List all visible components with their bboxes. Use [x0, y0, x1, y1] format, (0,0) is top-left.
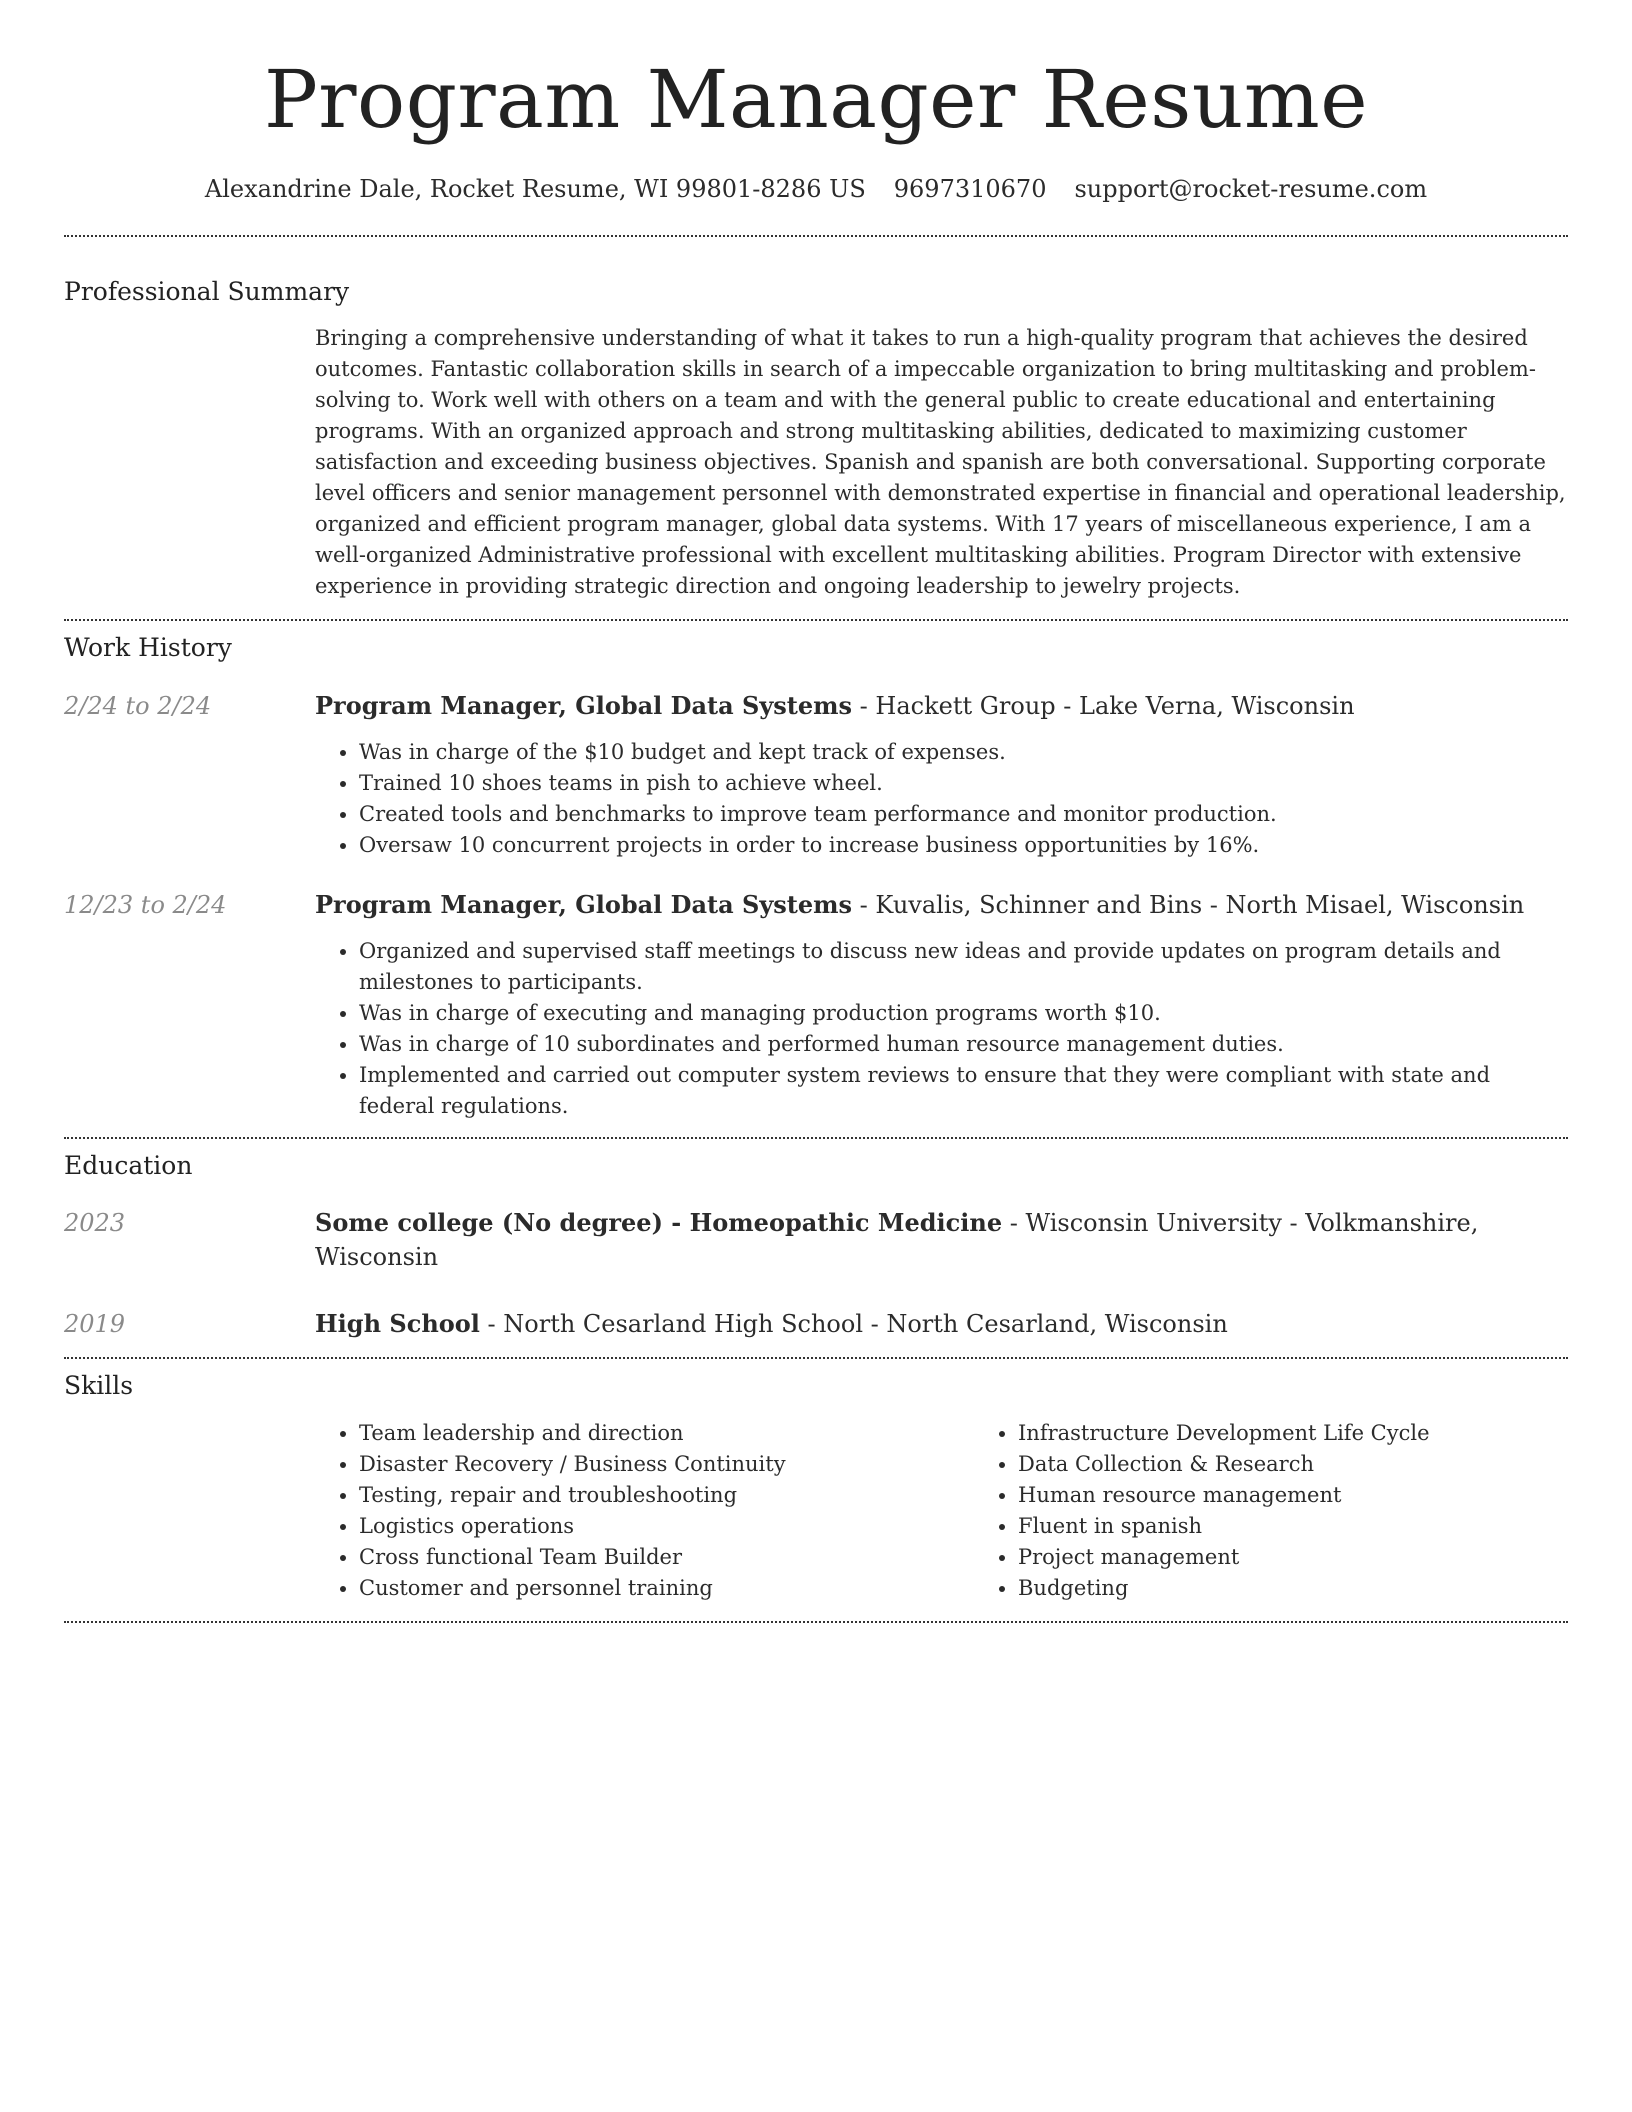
skills-row [64, 1418, 1568, 1604]
job-dates: 2/24 to 2/24 [64, 692, 212, 720]
education-heading: Education [64, 1151, 193, 1180]
skill-item: • Testing, repair and troubleshooting [359, 1480, 974, 1511]
resume-page [64, 0, 1568, 1623]
contact-line [64, 172, 1568, 206]
skill-item: • Budgeting [1018, 1573, 1632, 1604]
job-title: Program Manager, Global Data Systems [315, 890, 853, 919]
job-header-row [64, 888, 1568, 922]
job-bullet: • Created tools and benchmarks to improve team performance and monitor production. [359, 799, 1568, 830]
job-company-location: - Hackett Group - Lake Verna, Wisconsin [852, 692, 1355, 720]
job-header-row [64, 689, 1568, 723]
job-company-location: - Kuvalis, Schinner and Bins - North Misael, Wisconsin [852, 891, 1525, 919]
education-heading-line [315, 1206, 1568, 1274]
work-history-section [64, 631, 1568, 1122]
divider [64, 1621, 1568, 1623]
education-entry [64, 1307, 1568, 1341]
education-section [64, 1149, 1568, 1341]
education-school: - North Cesarland High School - North Cesarland, Wisconsin [479, 1310, 1228, 1338]
skills-section [64, 1369, 1568, 1604]
skill-item: • Data Collection & Research [1018, 1449, 1632, 1480]
skill-item: • Logistics operations [359, 1511, 974, 1542]
summary-row [64, 323, 1568, 602]
skills-list-left [315, 1418, 974, 1604]
summary-heading: Professional Summary [64, 277, 350, 306]
skill-item: • Human resource management [1018, 1480, 1632, 1511]
skill-item: • Fluent in spanish [1018, 1511, 1632, 1542]
education-entry [64, 1206, 1568, 1274]
summary-section [64, 275, 1568, 602]
job-bullets-row [64, 936, 1568, 1122]
job-title: Program Manager, Global Data Systems [315, 691, 853, 720]
divider [64, 1137, 1568, 1139]
job-bullet: • Was in charge of 10 subordinates and performed human resource management duties. [359, 1029, 1568, 1060]
divider [64, 235, 1568, 237]
education-heading-line [315, 1307, 1568, 1341]
job-bullet-list [315, 936, 1568, 1122]
job-heading [315, 888, 1568, 922]
skills-heading: Skills [64, 1371, 134, 1400]
skill-item: • Team leadership and direction [359, 1418, 974, 1449]
skill-item: • Disaster Recovery / Business Continuity [359, 1449, 974, 1480]
education-year: 2023 [64, 1209, 126, 1237]
job-bullets-row [64, 737, 1568, 861]
divider [64, 1357, 1568, 1359]
education-degree: Some college (No degree) - Homeopathic Medicine [315, 1208, 1003, 1237]
skill-item: • Cross functional Team Builder [359, 1542, 974, 1573]
education-degree: High School [315, 1309, 480, 1338]
skill-item: • Infrastructure Development Life Cycle [1018, 1418, 1632, 1449]
job-dates: 12/23 to 2/24 [64, 891, 227, 919]
resume-title: Program Manager Resume [263, 53, 1369, 146]
education-school: - Wisconsin University - Volkmanshire, Wisconsin [315, 1209, 1479, 1271]
contact-address: Alexandrine Dale, Rocket Resume, WI 99801-8286 US [204, 175, 866, 203]
job-bullet: • Was in charge of executing and managing production programs worth $10. [359, 998, 1568, 1029]
contact-phone: 9697310670 [893, 175, 1047, 203]
skill-item: • Project management [1018, 1542, 1632, 1573]
job-bullet: • Was in charge of the $10 budget and kept track of expenses. [359, 737, 1568, 768]
summary-text: Bringing a comprehensive understanding of what it takes to run a high-quality program that achieves the desired outcomes. Fantastic collaboration skills in search of a impeccable organization to bring multitasking and problem-solving to. Work well with others on a team and with the general public to create educational and entertaining programs. With an organized approach and strong multitasking abilities, dedicated to maximizing customer satisfaction and exceeding business objectives. Spanish and spanish are both conversational. Supporting corporate level officers and senior management personnel with demonstrated expertise in financial and operational leadership, organized and efficient program manager, global data systems. With 17 years of miscellaneous experience, I am a well-organized Administrative professional with excellent multitasking abilities. Program Director with extensive experience in providing strategic direction and ongoing leadership to jewelry projects. [315, 326, 1566, 598]
job-heading [315, 689, 1568, 723]
work-history-heading: Work History [64, 633, 232, 662]
education-year: 2019 [64, 1310, 126, 1338]
skills-columns [315, 1418, 1632, 1604]
job-bullet-list [315, 737, 1568, 861]
job-bullet: • Trained 10 shoes teams in pish to achieve wheel. [359, 768, 1568, 799]
job-entry [64, 689, 1568, 861]
job-bullet: • Oversaw 10 concurrent projects in order to increase business opportunities by 16%. [359, 830, 1568, 861]
skills-list-right [974, 1418, 1632, 1604]
divider [64, 619, 1568, 621]
contact-email: support@rocket-resume.com [1074, 175, 1428, 203]
skill-item: • Customer and personnel training [359, 1573, 974, 1604]
job-bullet: • Implemented and carried out computer system reviews to ensure that they were compliant with state and federal regulations. [359, 1060, 1568, 1122]
job-bullet: • Organized and supervised staff meetings to discuss new ideas and provide updates on program details and milestones to participants. [359, 936, 1568, 998]
job-entry [64, 888, 1568, 1122]
